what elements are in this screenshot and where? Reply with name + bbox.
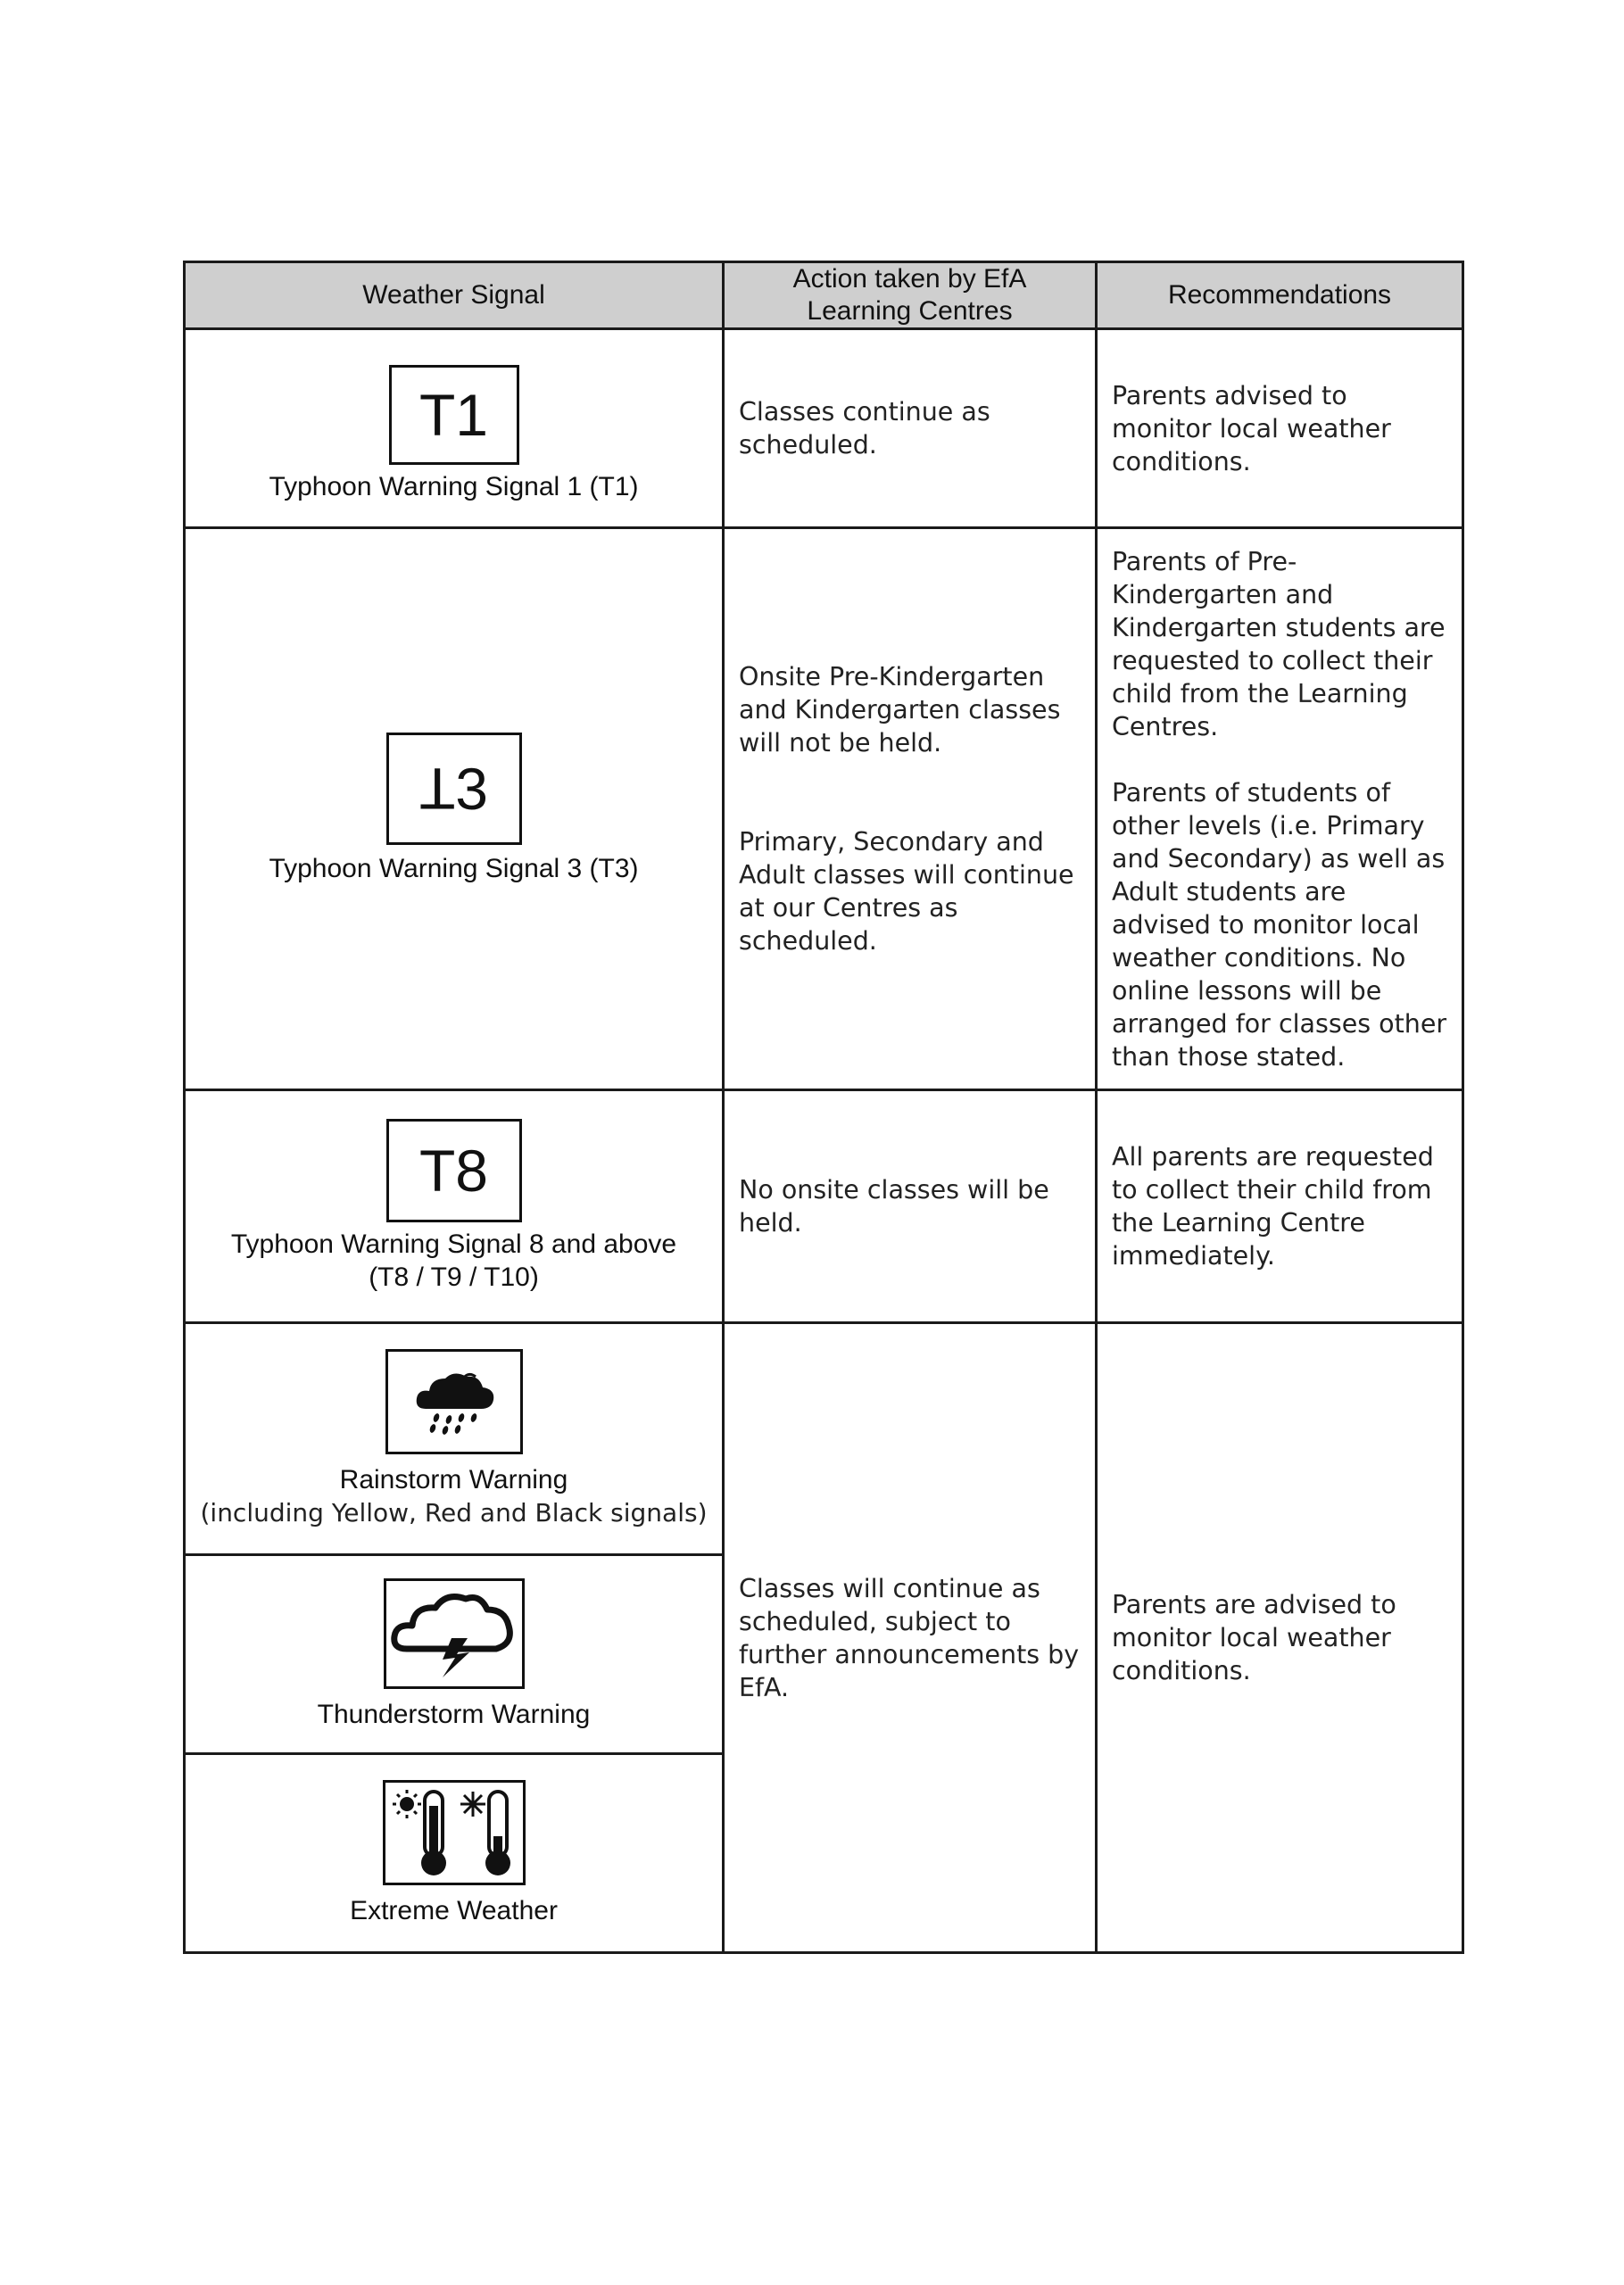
t3-action-p2: Primary, Secondary and Adult classes will continue at our Centres as scheduled. — [739, 827, 1074, 956]
action-cell-t3 — [724, 528, 1097, 1090]
thunderstorm-label: Thunderstorm Warning — [317, 1699, 591, 1729]
recommendation-cell-t3 — [1097, 528, 1463, 1090]
action-cell-t1: Classes continue as scheduled. — [724, 329, 1097, 528]
rainstorm-sub-label: (including Yellow, Red and Black signals) — [200, 1497, 708, 1527]
t3-recommendation-p2: Parents of students of other levels (i.e. Primary and Secondary) as well as Adult students are advised to monitor local weather conditions. No online lessons will be arranged for classes other than those stated. — [1112, 777, 1447, 1072]
table-row-t1 — [185, 329, 1463, 528]
t3-action-p1: Onsite Pre-Kindergarten and Kindergarten classes will not be held. — [739, 662, 1061, 758]
t3-signal-icon: T3 — [386, 733, 522, 845]
t3-signal-label: Typhoon Warning Signal 3 (T3) — [269, 854, 639, 883]
t3-recommendation-p1: Parents of Pre-Kindergarten and Kindergarten students are requested to collect their child from the Learning Centres. — [1112, 546, 1446, 741]
recommendation-cell-t1: Parents advised to monitor local weather conditions. — [1097, 329, 1463, 528]
signal-cell-t1 — [185, 329, 724, 528]
signal-cell-t8 — [185, 1090, 724, 1323]
thunderstorm-cloud-icon — [384, 1578, 525, 1689]
table-row-rainstorm — [185, 1323, 1463, 1555]
action-cell-shared: Classes will continue as scheduled, subject to further announcements by EfA. — [724, 1323, 1097, 1953]
signal-cell-rainstorm — [185, 1323, 724, 1555]
t1-signal-icon: T1 — [389, 365, 519, 465]
weather-signal-table — [183, 261, 1464, 1954]
signal-cell-thunderstorm — [185, 1555, 724, 1754]
t3-flipped-t: T — [418, 756, 456, 822]
signal-cell-extreme — [185, 1754, 724, 1953]
table-header-row — [185, 262, 1463, 329]
recommendation-cell-shared: Parents are advised to monitor local weather conditions. — [1097, 1323, 1463, 1953]
rainstorm-label: Rainstorm Warning — [339, 1464, 568, 1494]
header-action: Action taken by EfA Learning Centres — [724, 262, 1097, 329]
table-row-t8 — [185, 1090, 1463, 1323]
action-cell-t8: No onsite classes will be held. — [724, 1090, 1097, 1323]
table-row-t3 — [185, 528, 1463, 1090]
extreme-weather-label: Extreme Weather — [350, 1895, 558, 1925]
signal-cell-t3 — [185, 528, 724, 1090]
t1-signal-label: Typhoon Warning Signal 1 (T1) — [269, 471, 639, 501]
header-weather-signal: Weather Signal — [185, 262, 724, 329]
t8-signal-label: Typhoon Warning Signal 8 and above (T8 / T9 / T10) — [230, 1229, 677, 1292]
t8-signal-icon: T8 — [386, 1119, 522, 1222]
rainstorm-cloud-icon — [385, 1349, 523, 1454]
recommendation-cell-t8: All parents are requested to collect their child from the Learning Centre immediately. — [1097, 1090, 1463, 1323]
extreme-weather-thermometers-icon — [383, 1780, 526, 1885]
header-recommendations: Recommendations — [1097, 262, 1463, 329]
